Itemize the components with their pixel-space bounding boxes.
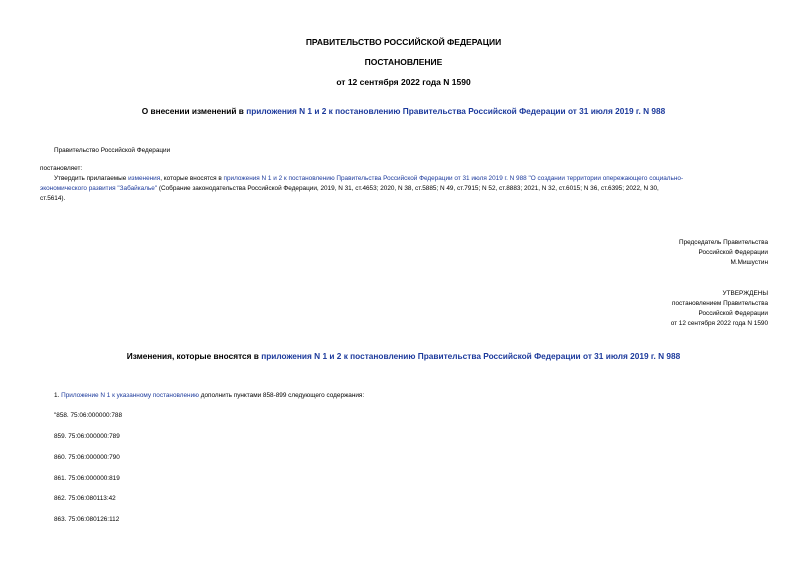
signature-block (679, 238, 768, 268)
p1-text-c: (Собрание законодательства Российской Федерации, 2019, N 31, ст.4653; 2020, N 38, ст.5885; N 49, ст.7915; N 52, ст.8883; 2021, N 32, ст.6015; N 36, ст.6395; 2022, N 30, (157, 185, 659, 192)
changes-title-link[interactable]: приложения N 1 и 2 к постановлению Правительства Российской Федерации от 31 июля 2019 г. N 988 (261, 351, 681, 361)
doc-type-heading: ПОСТАНОВЛЕНИЕ (364, 57, 443, 67)
item-1-number: 1. (54, 392, 62, 399)
entry-862: 862. 75:06:080113:42 (54, 495, 116, 502)
approved-by: постановлением Правительства (672, 300, 768, 307)
document-title (0, 106, 807, 116)
signature-name: М.Мишустин (730, 259, 768, 266)
changes-title (0, 351, 807, 361)
resolution-link-part-1[interactable]: приложения N 1 и 2 к постановлению Правительства Российской Федерации от 31 июля 2019 г. N 988 "О создании территории опережающего социально- (223, 175, 684, 182)
resolution-link-part-2[interactable]: экономического развития "Забайкалье" (40, 185, 158, 192)
changes-title-prefix: Изменения, которые вносятся в (126, 351, 262, 361)
entry-858: "858. 75:06:000000:788 (54, 412, 123, 419)
entry-859: 859. 75:06:000000:789 (54, 433, 120, 440)
title-prefix: О внесении изменений в (141, 106, 247, 116)
entry-863: 863. 75:06:080126:112 (54, 516, 120, 523)
signature-country: Российской Федерации (698, 249, 768, 256)
approved-country: Российской Федерации (698, 310, 768, 317)
signature-position: Председатель Правительства (679, 239, 768, 246)
government-heading: ПРАВИТЕЛЬСТВО РОССИЙСКОЙ ФЕДЕРАЦИИ (305, 37, 502, 47)
approved-date: от 12 сентября 2022 года N 1590 (670, 320, 768, 327)
changes-link[interactable]: изменения (128, 175, 161, 182)
paragraph-1-line-1 (40, 174, 770, 184)
item-1 (54, 391, 364, 401)
approved-block (671, 289, 768, 329)
paragraph-1-line-3: ст.5614). (40, 195, 66, 202)
entry-860: 860. 75:06:000000:790 (54, 454, 120, 461)
entry-861: 861. 75:06:000000:819 (54, 475, 120, 482)
p1-text-b: , которые вносятся в (160, 175, 224, 182)
resolves-text: постановляет: (40, 165, 83, 172)
appendix-1-link[interactable]: Приложение N 1 к указанному постановлению (61, 392, 199, 399)
date-number-heading: от 12 сентября 2022 года N 1590 (336, 77, 471, 87)
paragraph-1 (40, 174, 770, 204)
paragraph-1-line-2 (40, 184, 770, 194)
title-link[interactable]: приложения N 1 и 2 к постановлению Правительства Российской Федерации от 31 июля 2019 г. N 988 (246, 106, 666, 116)
approved-label: УТВЕРЖДЕНЫ (722, 290, 768, 297)
item-1-text: дополнить пунктами 858-899 следующего содержания: (198, 392, 365, 399)
p1-text-a: Утвердить прилагаемые (54, 175, 129, 182)
issuer-text: Правительство Российской Федерации (54, 147, 171, 154)
